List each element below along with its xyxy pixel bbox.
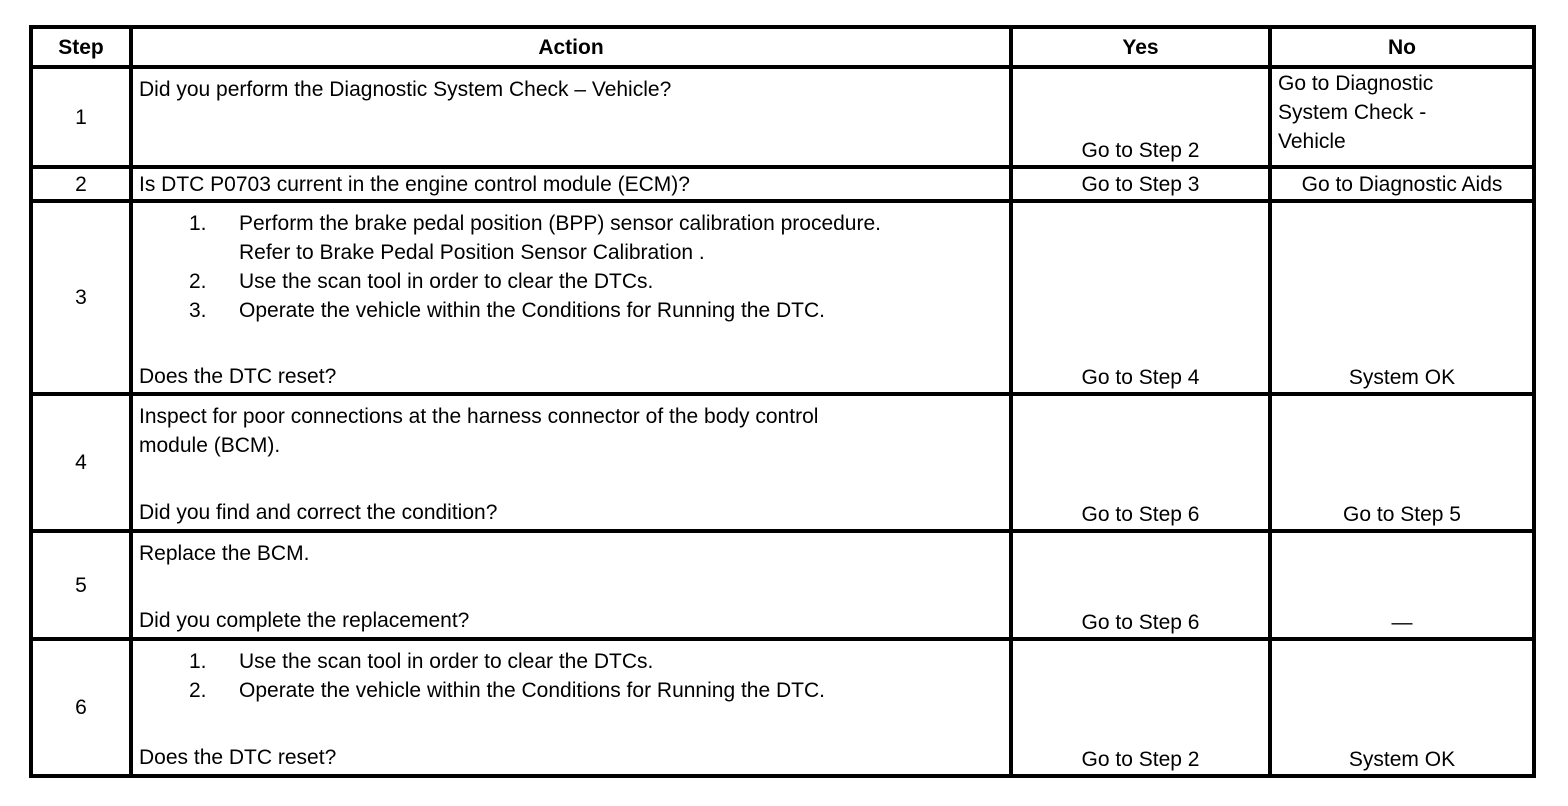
yes-cell: Go to Step 3 (1011, 167, 1270, 201)
yes-cell: Go to Step 6 (1011, 531, 1270, 639)
action-question: Did you complete the replacement? (139, 609, 470, 632)
action-question: Did you find and correct the condition? (139, 501, 498, 524)
action-cell (131, 67, 1011, 167)
no-cell (1270, 67, 1534, 167)
no-cell: System OK (1270, 639, 1534, 776)
step-number: 3 (31, 201, 131, 394)
action-cell (131, 531, 1011, 639)
step-number: 2 (31, 167, 131, 201)
table-row (31, 201, 1534, 394)
header-row (31, 27, 1534, 67)
step-number: 1 (31, 67, 131, 167)
yes-cell: Go to Step 2 (1011, 639, 1270, 776)
header-step: Step (31, 27, 131, 67)
procedure-item: 2. Use the scan tool in order to clear the DTCs. (189, 270, 654, 293)
action-text: module (BCM). (139, 434, 281, 457)
no-cell: Go to Step 5 (1270, 394, 1534, 531)
table-row (31, 531, 1534, 639)
action-text: Inspect for poor connections at the harness connector of the body control (139, 405, 819, 428)
action-question: Does the DTC reset? (139, 746, 337, 769)
procedure-item: 2. Operate the vehicle within the Conditions for Running the DTC. (189, 679, 825, 702)
no-cell: — (1270, 531, 1534, 639)
step-number: 6 (31, 639, 131, 776)
diagnostic-table (29, 25, 1536, 778)
header-no: No (1270, 27, 1534, 67)
no-line: Go to Diagnostic (1278, 72, 1434, 95)
procedure-item: 3. Operate the vehicle within the Conditions for Running the DTC. (189, 299, 825, 322)
action-cell (131, 639, 1011, 776)
no-cell: Go to Diagnostic Aids (1270, 167, 1534, 201)
step-number: 5 (31, 531, 131, 639)
procedure-item: 1. Use the scan tool in order to clear the DTCs. (189, 650, 654, 673)
action-cell (131, 394, 1011, 531)
procedure-item: 1. Perform the brake pedal position (BPP) sensor calibration procedure. Refer to Brake Pedal Position Sensor Calibration . (189, 212, 881, 264)
procedure-list (139, 647, 1003, 705)
step-number: 4 (31, 394, 131, 531)
action-text: Did you perform the Diagnostic System Check – Vehicle? (139, 78, 672, 101)
table-row (31, 67, 1534, 167)
header-action: Action (131, 27, 1011, 67)
table-row (31, 639, 1534, 776)
yes-cell: Go to Step 4 (1011, 201, 1270, 394)
no-cell: System OK (1270, 201, 1534, 394)
yes-cell: Go to Step 2 (1011, 67, 1270, 167)
procedure-list (139, 209, 1003, 325)
yes-cell: Go to Step 6 (1011, 394, 1270, 531)
no-line: Vehicle (1278, 130, 1346, 153)
action-text: Is DTC P0703 current in the engine control module (ECM)? (139, 172, 690, 196)
header-yes: Yes (1011, 27, 1270, 67)
action-question: Does the DTC reset? (139, 365, 337, 388)
action-text: Replace the BCM. (139, 542, 310, 565)
action-cell (131, 167, 1011, 201)
table-row (31, 394, 1534, 531)
action-cell (131, 201, 1011, 394)
table-row (31, 167, 1534, 201)
no-line: System Check - (1278, 101, 1427, 124)
